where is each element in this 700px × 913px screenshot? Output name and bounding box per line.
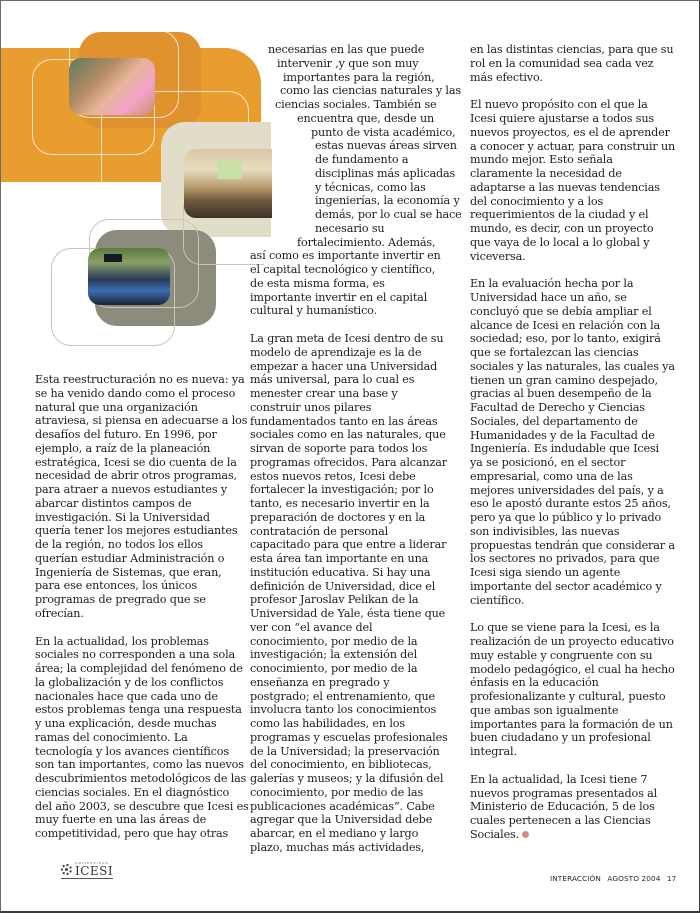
text-line: Facultad de Derecho y Ciencias (470, 401, 645, 414)
text-line: conocimiento, por medio de la (250, 662, 418, 675)
article-paragraph (470, 621, 680, 759)
graduates-photo (88, 248, 170, 305)
page-footer (550, 874, 680, 883)
text-line: necesidad de abrir otros programas, (35, 469, 237, 483)
text-line: empresarial, como una de las (470, 469, 633, 483)
text-line: mundo mejor. Esto señala (470, 153, 613, 167)
text-line: más universal, para lo cual es (250, 373, 415, 387)
text-line: En la actualidad, los problemas (35, 634, 209, 648)
text-line: conocimiento, por medio de la (250, 634, 418, 648)
article-paragraph (470, 773, 680, 842)
text-line: competitividad, pero que hay otras (35, 827, 229, 840)
text-line: necesarias en las que puede (268, 43, 425, 56)
logo-text (75, 862, 113, 877)
text-line: viceversa. (470, 249, 526, 263)
text-line: sirvan de soporte para todos los (250, 442, 428, 455)
text-line: Ingeniería. Es indudable que Icesi (470, 442, 659, 456)
text-line: estos nuevos retos, Icesi debe (250, 469, 416, 483)
text-line: ya se posicionó, en el sector (470, 456, 626, 469)
text-line: muy estable y congruente con su (470, 648, 653, 662)
text-line: querían estudiar Administración o (35, 551, 225, 565)
text-line: como las habilidades, en los (250, 717, 405, 730)
text-line: importantes para la región, (283, 70, 435, 84)
text-line: requerimientos de la ciudad y el (470, 208, 649, 222)
text-line: adaptarse a las nuevas tendencias (470, 180, 660, 194)
text-line: construir unos pilares (250, 400, 372, 414)
text-line: tienen un gran camino despejado, (470, 373, 658, 387)
text-line: programas y escuelas profesionales (250, 730, 448, 744)
text-line: de la Universidad; la preservación (250, 744, 440, 758)
article-column-3 (470, 43, 680, 856)
text-line: estratégica, Icesi se dio cuenta de la (35, 455, 237, 469)
text-line: En la actualidad, la Icesi tiene 7 (470, 772, 648, 786)
text-line: para atraer a nuevos estudiantes y (35, 483, 228, 496)
text-line: tanto, es necesario invertir en la (250, 497, 430, 510)
text-line: modelo pedagógico, el cual ha hecho (470, 662, 675, 676)
text-line: a conocer y actuar, para construir un (470, 139, 676, 153)
text-line: plazo, muchas más actividades, (250, 840, 425, 854)
text-line: natural que una organización (35, 400, 198, 414)
logo-name: ICESI (75, 864, 114, 878)
text-line: atraviesa, si piensa en adecuarse a los (35, 414, 248, 428)
text-line: Humanidades y de la Facultad de (470, 428, 655, 442)
text-line: Icesi siga siendo un agente (470, 566, 621, 579)
text-line: Universidad hace un año, se (470, 291, 627, 304)
text-line: El nuevo propósito con el que la (470, 98, 648, 112)
text-line: demás, por lo cual se hace (315, 208, 462, 221)
text-line: tecnología y los avances científicos (35, 744, 229, 758)
text-line: publicaciones académicas”. Cabe (250, 799, 435, 813)
university-seal-icon (61, 864, 72, 875)
text-line: nuevos programas presentados al (470, 786, 658, 800)
text-line: Sociales, del departamento de (470, 414, 638, 428)
text-line: profesor Jaroslav Pelikan de la (250, 593, 419, 607)
text-line: involucra tanto los conocimientos (250, 703, 437, 717)
text-line: énfasis en la educación (470, 676, 599, 690)
text-line: muy fuerte en una las áreas de (35, 813, 207, 827)
text-line: área; la complejidad del fenómeno de (35, 662, 243, 675)
text-line: programas de pregrado que se (35, 593, 206, 606)
text-line: el capital tecnológico y científico, (250, 263, 436, 276)
article-paragraph (470, 43, 680, 84)
text-line: abarcar distintos campos de (35, 496, 192, 510)
text-line: del año 2003, se descubre que Icesi es (35, 799, 249, 813)
students-photo (69, 58, 155, 115)
text-line: importantes para la formación de un (470, 717, 673, 731)
text-line: investigación; la extensión del (250, 648, 418, 662)
text-line: como las ciencias naturales y las (280, 84, 461, 98)
text-line: Ministerio de Educación, 5 de los (470, 800, 655, 814)
text-line: cuales pertenecen a las Ciencias (470, 814, 651, 827)
text-line: claramente la necesidad de (470, 167, 622, 180)
text-line: son indivisibles, las nuevas (470, 524, 620, 538)
text-line: Esta reestructuración no es nueva: ya (35, 373, 245, 386)
text-line: necesario su (315, 221, 385, 235)
publication-name: INTERACCIÓN (550, 874, 601, 883)
text-line: del conocimiento, en bibliotecas, (250, 758, 432, 772)
icesi-logo (61, 862, 113, 879)
article-paragraph (35, 373, 255, 621)
article-paragraph (35, 635, 255, 841)
text-line: los sectores no privados, para que (470, 552, 660, 566)
text-line: modelo de aprendizaje es la de (250, 345, 422, 359)
text-line: importante invertir en el capital (250, 290, 428, 304)
projection-screen (217, 161, 242, 179)
article-column-1 (35, 373, 255, 855)
text-line: la globalización y de los conflictos (35, 675, 224, 689)
text-line: para ese entonces, los únicos (35, 579, 197, 593)
text-line: que se fortalezcan las ciencias (470, 346, 639, 359)
text-line: nuevos proyectos, es el de aprender (470, 125, 670, 139)
page-number: 17 (666, 874, 677, 883)
text-line: Lo que se viene para la Icesi, es la (470, 621, 660, 635)
text-line: ciencias sociales. En el diagnóstico (35, 785, 230, 799)
text-line: Sociales. (470, 827, 520, 841)
text-line: gracias al buen desempeño de la (470, 387, 652, 401)
text-line: sociales y las naturales, las cuales ya (470, 359, 675, 373)
text-line: concluyó que se debía ampliar el (470, 304, 652, 318)
text-line: cultural y humanístico. (250, 304, 377, 318)
text-line: ver con “el avance del (250, 620, 373, 634)
text-line: estos problemas tenga una respuesta (35, 703, 242, 717)
text-line: fortalecer la investigación; por lo (250, 483, 434, 497)
graduation-cap (104, 254, 122, 262)
text-line: son tan importantes, como las nuevos (35, 758, 244, 772)
text-line: menester crear una base y (250, 387, 398, 400)
text-line: mundo, es decir, con un proyecto (470, 222, 654, 235)
text-line: quería tener los mejores estudiantes (35, 524, 238, 538)
text-line: integral. (470, 745, 517, 758)
text-line: profesionalizante y cultural, puesto (470, 690, 666, 703)
text-line: alcance de Icesi en relación con la (470, 318, 661, 332)
text-line: de fundamento a (315, 153, 409, 166)
text-line: ejemplo, a raíz de la planeación (35, 441, 211, 455)
text-line: sociales como en las naturales, que (250, 428, 446, 442)
text-line: desafíos del futuro. En 1996, por (35, 428, 217, 441)
text-line: estas nuevas áreas sirven (315, 139, 457, 153)
text-line: que vaya de lo local a lo global y (470, 235, 650, 249)
text-line: nacionales hace que cada uno de (35, 689, 218, 703)
text-line: conocimiento, por medio de las (250, 785, 424, 799)
text-line: sociedad; eso, por lo tanto, exigirá (470, 332, 661, 346)
text-line: y técnicas, como las (315, 180, 426, 194)
text-line: fortalecimiento. Además, (297, 235, 436, 249)
text-line: Universidad de Yale, ésta tiene que (250, 607, 446, 620)
text-line: empezar a hacer una Universidad (250, 359, 438, 373)
text-line: sociales no corresponden a una sola (35, 648, 236, 662)
text-line: propuestas tendrán que considerar a (470, 538, 675, 552)
text-line: esta área tan importante en una (250, 552, 429, 565)
text-line: así como es importante invertir en (250, 249, 441, 263)
text-line: buen ciudadano y un profesional (470, 731, 651, 745)
issue-date: AGOSTO 2004 (607, 874, 661, 883)
article-paragraph (250, 43, 468, 318)
text-line: Icesi quiere ajustarse a todos sus (470, 112, 655, 125)
text-line: investigación. Si la Universidad (35, 510, 210, 524)
text-line: pero ya que lo público y lo privado (470, 511, 662, 524)
text-line: encuentra que, desde un (297, 111, 435, 125)
text-line: preparación de doctores y en la (250, 510, 426, 524)
end-of-article-icon (522, 831, 529, 838)
text-line: de la región, no todos los ellos (35, 538, 203, 551)
text-line: del conocimiento y a los (470, 194, 604, 208)
text-line: ofrecían. (35, 606, 84, 620)
article-paragraph (470, 277, 680, 607)
text-line: fundamentados tanto en las áreas (250, 414, 438, 428)
text-line: intervenir ,y que son muy (277, 56, 419, 70)
text-line: En la evaluación hecha por la (470, 277, 634, 291)
text-line: Ingeniería de Sistemas, que eran, (35, 565, 222, 579)
article-column-2 (250, 43, 468, 869)
text-line: ramas del conocimiento. La (35, 730, 188, 744)
text-line: se ha venido dando como el proceso (35, 386, 236, 400)
article-paragraph (470, 98, 680, 263)
text-line: más efectivo. (470, 70, 543, 84)
text-line: descubrimientos metodológicos de las (35, 772, 247, 785)
text-line: mejores universidades del país, y a (470, 483, 664, 497)
text-line: enseñanza en pregrado y (250, 675, 390, 689)
text-line: ciencias sociales. También se (275, 98, 437, 111)
text-line: contratación de personal (250, 524, 389, 538)
text-line: capacitado para que entre a liderar (250, 538, 447, 552)
text-line: abarcar, en el mediano y largo (250, 827, 419, 840)
text-line: agregar que la Universidad debe (250, 813, 433, 827)
text-line: eso le apostó durante estos 25 años, (470, 497, 671, 511)
text-line: postgrado; el entrenamiento, que (250, 689, 435, 703)
text-line: ingenierías, la economía y (315, 194, 460, 208)
logo-university-label: UNIVERSIDAD (75, 861, 109, 865)
text-line: en las distintas ciencias, para que su (470, 43, 674, 56)
text-line: importante del sector académico y (470, 579, 662, 593)
text-line: de esta misma forma, es (250, 276, 385, 290)
text-line: rol en la comunidad sea cada vez (470, 56, 654, 70)
text-line: disciplinas más aplicadas (315, 166, 456, 180)
article-paragraph (250, 332, 468, 855)
text-line: punto de vista académico, (311, 125, 456, 139)
text-line: galerías y museos; y la difusión del (250, 772, 444, 785)
text-line: que ambas son igualmente (470, 703, 619, 717)
text-line: institución educativa. Si hay una (250, 565, 431, 579)
text-line: científico. (470, 593, 525, 607)
text-line: programas ofrecidos. Para alcanzar (250, 455, 447, 469)
text-line: La gran meta de Icesi dentro de su (250, 332, 444, 345)
text-line: realización de un proyecto educativo (470, 635, 674, 648)
text-line: definición de Universidad, dice el (250, 579, 436, 593)
text-line: y una explicación, desde muchas (35, 717, 217, 730)
